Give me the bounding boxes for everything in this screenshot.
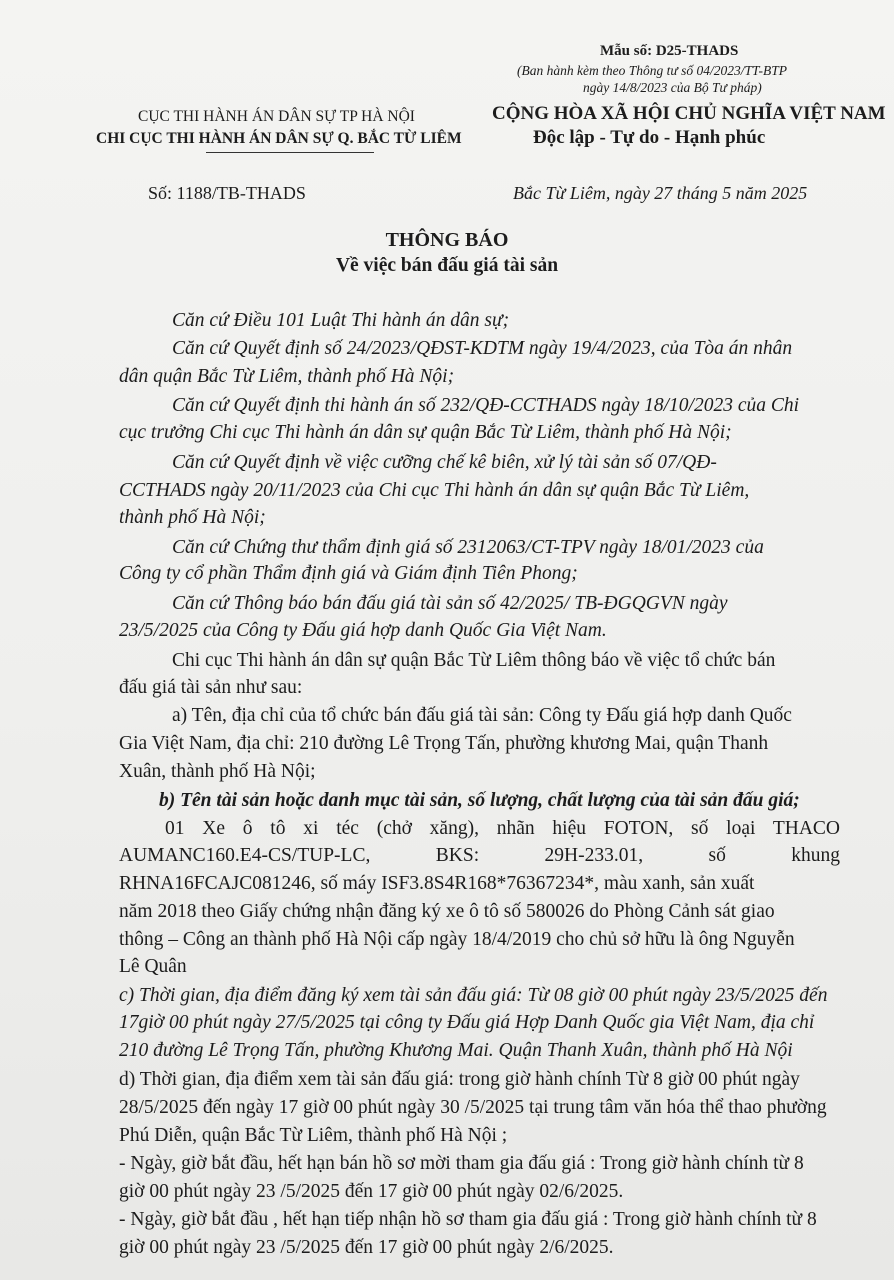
asset-line-4: năm 2018 theo Giấy chứng nhận đăng ký xe ô tô số 580026 do Phòng Cảnh sát giao [119,901,775,922]
basis-3-line-2: cục trưởng Chi cục Thi hành án dân sự quận Bắc Từ Liêm, thành phố Hà Nội; [119,422,732,443]
basis-1: Căn cứ Điều 101 Luật Thi hành án dân sự; [172,310,510,331]
dossier-receipt-line-1: - Ngày, giờ bắt đầu , hết hạn tiếp nhận hồ sơ tham gia đấu giá : Trong giờ hành chính từ 8 [119,1209,817,1230]
agency-underline [206,152,374,153]
basis-6-line-1: Căn cứ Thông báo bán đấu giá tài sản số 42/2025/ TB-ĐGQGVN ngày [172,593,728,614]
section-c-line-2: 17giờ 00 phút ngày 27/5/2025 tại công ty Đấu giá Hợp Danh Quốc gia Việt Nam, địa chỉ [119,1012,815,1033]
section-d-line-1: d) Thời gian, địa điểm xem tài sản đấu giá: trong giờ hành chính Từ 8 giờ 00 phút ngày [119,1069,800,1090]
document-title: THÔNG BÁO [385,229,509,251]
section-a-line-3: Xuân, thành phố Hà Nội; [119,761,316,782]
basis-2-line-1: Căn cứ Quyết định số 24/2023/QĐST-KDTM ngày 19/4/2023, của Tòa án nhân [172,338,793,359]
dossier-sale-line-2: giờ 00 phút ngày 23 /5/2025 đến 17 giờ 00 phút ngày 02/6/2025. [119,1181,624,1202]
basis-6-line-2: 23/5/2025 của Công ty Đấu giá hợp danh Quốc Gia Việt Nam. [119,620,607,641]
asset-line-1: 01 Xe ô tô xi téc (chở xăng), nhãn hiệu FOTON, số loại THACO [165,818,840,839]
document-number: Số: 1188/TB-THADS [148,183,306,203]
form-note-1: (Ban hành kèm theo Thông tư số 04/2023/TT-BTP [517,63,787,78]
basis-4-line-1: Căn cứ Quyết định về việc cưỡng chế kê biên, xử lý tài sản số 07/QĐ- [172,452,717,473]
form-note-2: ngày 14/8/2023 của Bộ Tư pháp) [583,80,762,95]
section-b-heading: b) Tên tài sản hoặc danh mục tài sản, số lượng, chất lượng của tài sản đấu giá; [159,790,800,811]
section-d-line-2: 28/5/2025 đến ngày 17 giờ 00 phút ngày 30 /5/2025 tại trung tâm văn hóa thể thao phường [119,1097,827,1118]
nation-title: CỘNG HÒA XÃ HỘI CHỦ NGHĨA VIỆT NAM [492,103,886,124]
intro-line-1: Chi cục Thi hành án dân sự quận Bắc Từ Liêm thông báo về việc tổ chức bán [172,650,776,671]
basis-4-line-3: thành phố Hà Nội; [119,507,266,528]
agency-parent: CỤC THI HÀNH ÁN DÂN SỰ TP HÀ NỘI [138,108,415,125]
intro-line-2: đấu giá tài sản như sau: [119,677,303,698]
section-a-line-1: a) Tên, địa chỉ của tổ chức bán đấu giá tài sản: Công ty Đấu giá hợp danh Quốc [172,705,792,726]
section-c-line-1: c) Thời gian, địa điểm đăng ký xem tài sản đấu giá: Từ 08 giờ 00 phút ngày 23/5/2025 đến [119,985,828,1006]
section-c-line-3: 210 đường Lê Trọng Tấn, phường Khương Mai. Quận Thanh Xuân, thành phố Hà Nội [119,1040,793,1061]
dossier-sale-line-1: - Ngày, giờ bắt đầu, hết hạn bán hồ sơ mời tham gia đấu giá : Trong giờ hành chính từ 8 [119,1153,804,1174]
dossier-receipt-line-2: giờ 00 phút ngày 23 /5/2025 đến 17 giờ 00 phút ngày 2/6/2025. [119,1237,614,1258]
agency-name: CHI CỤC THI HÀNH ÁN DÂN SỰ Q. BẮC TỪ LIÊM [96,130,462,147]
form-code: Mẫu số: D25-THADS [600,43,739,59]
basis-4-line-2: CCTHADS ngày 20/11/2023 của Chi cục Thi hành án dân sự quận Bắc Từ Liêm, [119,480,750,501]
asset-line-3: RHNA16FCAJC081246, số máy ISF3.8S4R168*76367234*, màu xanh, sản xuất [119,873,755,894]
asset-line-6: Lê Quân [119,956,187,977]
place-date: Bắc Từ Liêm, ngày 27 tháng 5 năm 2025 [513,183,808,203]
national-motto: Độc lập - Tự do - Hạnh phúc [533,127,766,148]
basis-3-line-1: Căn cứ Quyết định thi hành án số 232/QĐ-CCTHADS ngày 18/10/2023 của Chi [172,395,800,416]
section-a-line-2: Gia Việt Nam, địa chỉ: 210 đường Lê Trọng Tấn, phường khương Mai, quận Thanh [119,733,769,754]
document-subtitle: Về việc bán đấu giá tài sản [335,255,559,276]
section-d-line-3: Phú Diễn, quận Bắc Từ Liêm, thành phố Hà Nội ; [119,1125,508,1146]
basis-5-line-2: Công ty cổ phần Thẩm định giá và Giám định Tiên Phong; [119,563,578,584]
asset-line-2: AUMANC160.E4-CS/TUP-LC, BKS: 29H-233.01, số khung [119,845,840,866]
basis-5-line-1: Căn cứ Chứng thư thẩm định giá số 2312063/CT-TPV ngày 18/01/2023 của [172,537,764,558]
basis-2-line-2: dân quận Bắc Từ Liêm, thành phố Hà Nội; [119,366,455,387]
asset-line-5: thông – Công an thành phố Hà Nội cấp ngày 18/4/2019 cho chủ sở hữu là ông Nguyễn [119,929,795,950]
